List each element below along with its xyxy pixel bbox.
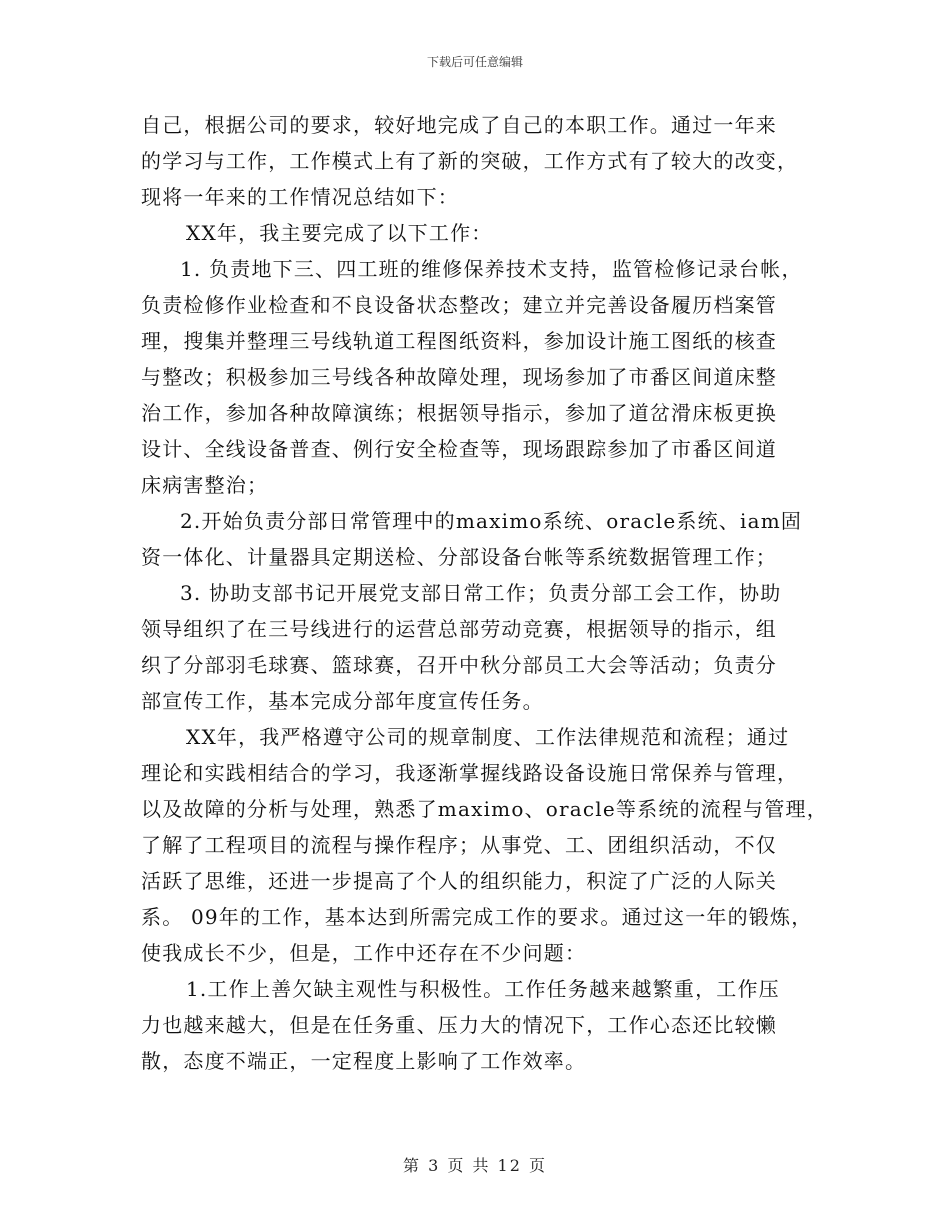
body-line: 的学习与工作，工作模式上有了新的突破，工作方式有了较大的改变， [141, 149, 799, 173]
body-line: 织了分部羽毛球赛、篮球赛，召开中秋分部员工大会等活动；负责分 [141, 653, 777, 677]
body-line: 1.工作上善欠缺主观性与积极性。工作任务越来越繁重，工作压 [186, 977, 780, 1001]
body-line: 设计、全线设备普查、例行安全检查等，现场跟踪参加了市番区间道 [141, 437, 777, 461]
body-line: 资一体化、计量器具定期送检、分部设备台帐等系统数据管理工作； [141, 545, 777, 569]
body-line: 理，搜集并整理三号线轨道工程图纸资料，参加设计施工图纸的核查 [141, 329, 777, 353]
body-line: 活跃了思维，还进一步提高了个人的组织能力，积淀了广泛的人际关 [141, 869, 777, 893]
body-line: 散，态度不端正，一定程度上影响了工作效率。 [141, 1049, 587, 1073]
body-line: 1. 负责地下三、四工班的维修保养技术支持，监管检修记录台帐， [180, 257, 803, 281]
body-line: XX年，我主要完成了以下工作： [186, 221, 493, 245]
body-line: 以及故障的分析与处理，熟悉了maximo、oracle等系统的流程与管理， [141, 797, 828, 821]
body-line: 床病害整治； [141, 473, 269, 497]
body-line: 部宣传工作，基本完成分部年度宣传任务。 [141, 689, 544, 713]
page-number: 第 3 页 共 12 页 [403, 1156, 547, 1175]
page-header: 下载后可任意编辑 [426, 55, 523, 69]
body-line: 治工作，参加各种故障演练；根据领导指示，参加了道岔滑床板更换 [141, 401, 777, 425]
body-line: 2.开始负责分部日常管理中的maximo系统、oracle系统、iam固 [180, 509, 803, 533]
body-line: 负责检修作业检查和不良设备状态整改；建立并完善设备履历档案管 [141, 293, 777, 317]
body-line: 力也越来越大，但是在任务重、压力大的情况下，工作心态还比较懒 [141, 1013, 777, 1037]
body-line: 理论和实践相结合的学习，我逐渐掌握线路设备设施日常保养与管理， [141, 761, 799, 785]
body-line: 现将一年来的工作情况总结如下： [141, 185, 459, 209]
body-line: 与整改；积极参加三号线各种故障处理，现场参加了市番区间道床整 [141, 365, 777, 389]
body-line: 使我成长不少，但是，工作中还存在不少问题： [141, 941, 587, 965]
body-line: 3. 协助支部书记开展党支部日常工作；负责分部工会工作，协助 [180, 581, 782, 605]
body-line: 了解了工程项目的流程与操作程序；从事党、工、团组织活动，不仅 [141, 833, 777, 857]
body-line: XX年，我严格遵守公司的规章制度、工作法律规范和流程；通过 [186, 725, 790, 749]
body-line: 领导组织了在三号线进行的运营总部劳动竞赛，根据领导的指示，组 [141, 617, 777, 641]
body-line: 自己，根据公司的要求，较好地完成了自己的本职工作。通过一年来 [141, 113, 777, 137]
body-line: 系。 09年的工作，基本达到所需完成工作的要求。通过这一年的锻炼， [141, 905, 813, 929]
